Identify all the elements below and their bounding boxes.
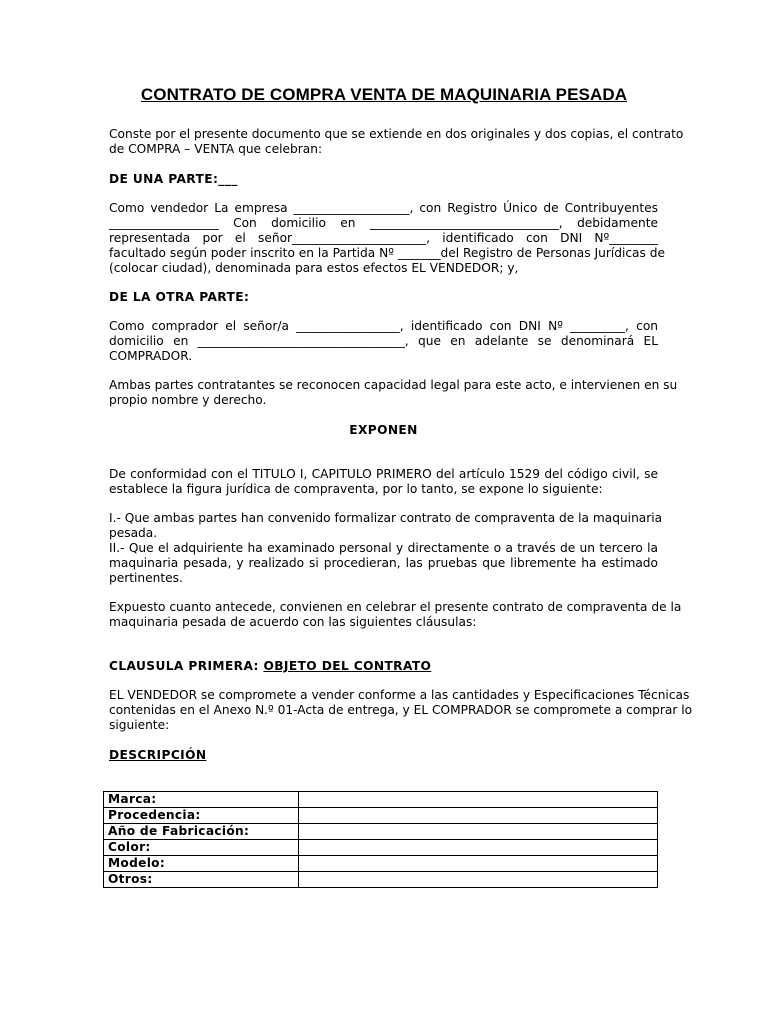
table-cell-label: Procedencia: (104, 808, 299, 824)
table-cell-value[interactable] (299, 856, 658, 872)
party2-line: domicilio en __________________________________, que en adelante se denominará EL (109, 334, 658, 348)
clausula1-line: EL VENDEDOR se compromete a vender conforme a las cantidades y Especificaciones Técnicas (109, 688, 690, 702)
capacity-line: Ambas partes contratantes se reconocen capacidad legal para este acto, e intervienen en su (109, 378, 678, 392)
conformidad-paragraph (109, 467, 658, 497)
table-cell-value[interactable] (299, 840, 658, 856)
clausula1-heading (109, 659, 658, 674)
document-title: CONTRATO DE COMPRA VENTA DE MAQUINARIA PESADA (140, 85, 628, 104)
table-row (104, 856, 658, 872)
party1-line: facultado según poder inscrito en la Partida Nº _______del Registro de Personas Jurídicas de (109, 246, 665, 260)
clausula1-subject: OBJETO DEL CONTRATO (263, 659, 432, 673)
table-row (104, 792, 658, 808)
expuesto-line: Expuesto cuanto antecede, convienen en celebrar el presente contrato de compraventa de la (109, 600, 682, 614)
intro-paragraph (109, 127, 684, 157)
expuesto-line: maquinaria pesada de acuerdo con las siguientes cláusulas: (109, 615, 477, 629)
expuesto-paragraph (109, 600, 682, 630)
party2-line: COMPRADOR. (109, 349, 193, 363)
party1-paragraph (109, 201, 665, 276)
point-line: maquinaria pesada, y realizado si procedieran, las pruebas que libremente ha estimado (109, 556, 658, 570)
intro-line: Conste por el presente documento que se extiende en dos originales y dos copias, el contrato (109, 127, 684, 141)
table-row (104, 840, 658, 856)
party2-line: Como comprador el señor/a _________________, identificado con DNI Nº _________, con (109, 319, 658, 333)
table-cell-label: Modelo: (104, 856, 299, 872)
party1-line: representada por el señor______________________, identificado con DNI Nº________ (109, 231, 658, 245)
party2-paragraph (109, 319, 658, 364)
point-line: pertinentes. (109, 571, 183, 585)
table-cell-label: Marca: (104, 792, 299, 808)
clausula1-label: CLAUSULA PRIMERA: (109, 659, 259, 673)
table-cell-value[interactable] (299, 824, 658, 840)
point-line: pesada. (109, 526, 158, 540)
description-table (103, 791, 658, 888)
clausula1-line: siguiente: (109, 718, 170, 732)
table-cell-label: Año de Fabricación: (104, 824, 299, 840)
party1-heading: DE UNA PARTE:___ (109, 172, 238, 186)
intro-line: de COMPRA – VENTA que celebran: (109, 142, 323, 156)
points-list (109, 511, 663, 586)
table-cell-value[interactable] (299, 872, 658, 888)
conformidad-line: establece la figura jurídica de compraventa, por lo tanto, se expone lo siguiente: (109, 482, 603, 496)
table-cell-label: Color: (104, 840, 299, 856)
clausula1-line: contenidas en el Anexo N.º 01-Acta de entrega, y EL COMPRADOR se compromete a comprar lo (109, 703, 693, 717)
table-cell-value[interactable] (299, 792, 658, 808)
party2-heading: DE LA OTRA PARTE: (109, 290, 250, 304)
table-cell-label: Otros: (104, 872, 299, 888)
descripcion-heading: DESCRIPCIÓN (109, 748, 207, 762)
capacity-line: propio nombre y derecho. (109, 393, 267, 407)
table-row (104, 824, 658, 840)
table-row (104, 808, 658, 824)
exponen-heading: EXPONEN (349, 423, 418, 437)
table-row (104, 872, 658, 888)
point-line: II.- Que el adquiriente ha examinado personal y directamente o a través de un tercero la (109, 541, 658, 555)
clausula1-paragraph (109, 688, 693, 733)
conformidad-line: De conformidad con el TITULO I, CAPITULO PRIMERO del artículo 1529 del código civil, se (109, 467, 658, 481)
point-line: I.- Que ambas partes han convenido formalizar contrato de compraventa de la maquinaria (109, 511, 663, 525)
table-cell-value[interactable] (299, 808, 658, 824)
party1-line: Como vendedor La empresa ___________________, con Registro Único de Contribuyentes (109, 201, 658, 215)
party1-line: (colocar ciudad), denominada para estos efectos EL VENDEDOR; y, (109, 261, 519, 275)
capacity-paragraph (109, 378, 678, 408)
party1-line: __________________ Con domicilio en _______________________________, debidamente (109, 216, 658, 230)
